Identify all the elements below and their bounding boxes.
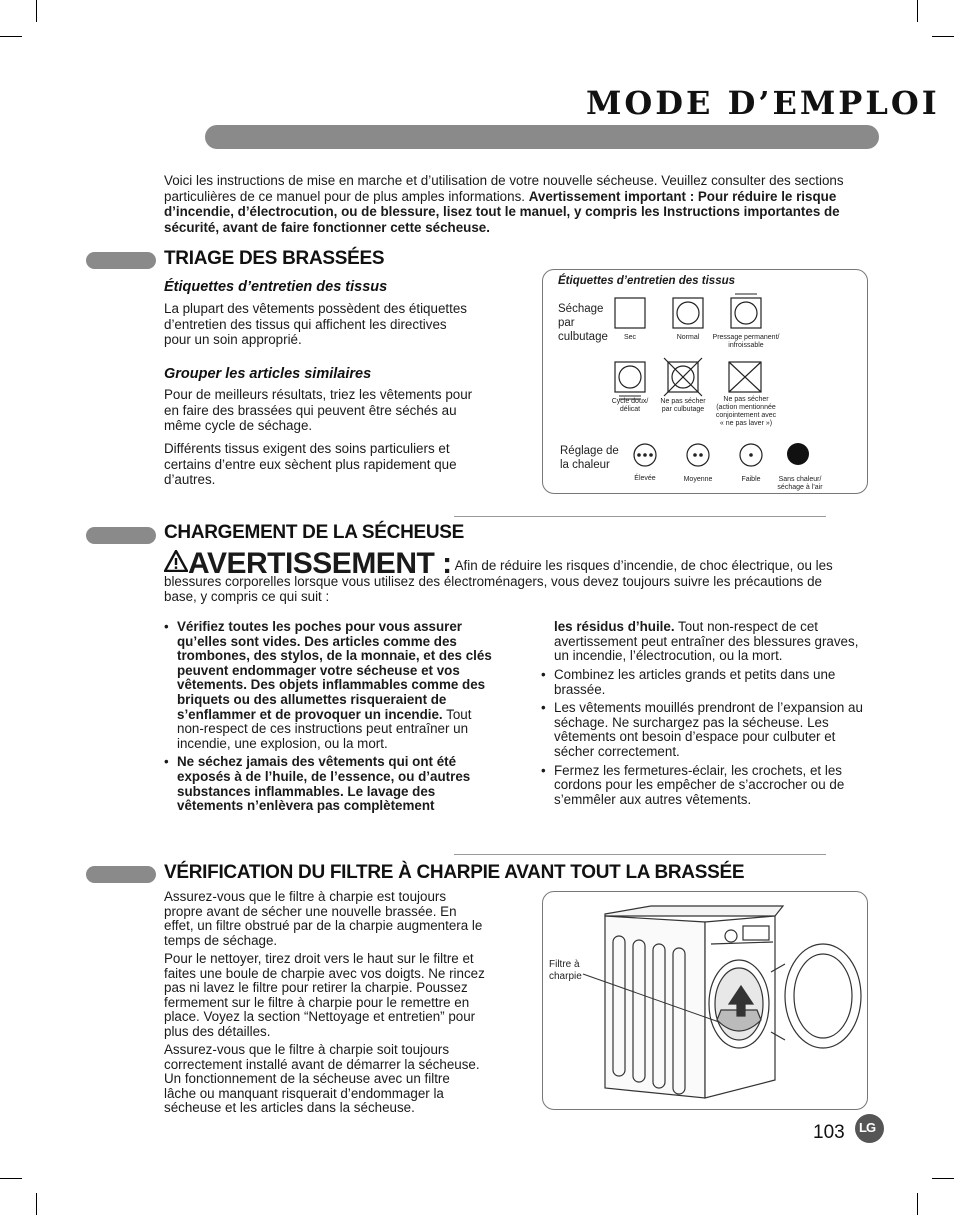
crop-mark: [917, 0, 918, 22]
section-heading-sorting: TRIAGE DES BRASSÉES: [164, 248, 385, 269]
care-box-title: Étiquettes d’entretien des tissus: [558, 275, 736, 287]
label-medium: Moyenne: [683, 476, 713, 483]
no-heat-icon: [787, 443, 809, 465]
lg-logo: [855, 1114, 884, 1143]
dryer-illustration: [543, 892, 869, 1111]
bullet-continuation: [554, 620, 864, 664]
divider: [454, 516, 826, 517]
crop-mark: [36, 0, 37, 22]
dryer-figure-box: [542, 891, 868, 1110]
section-marker: [86, 866, 156, 883]
divider: [454, 854, 826, 855]
paragraph-lint-1: Assurez-vous que le filtre à charpie est toujours propre avant de sécher une nouvelle brassée. En effet, un filtre obstrué par de la charpie augmentera le temps de séchage.: [164, 889, 483, 948]
bullet-bold: Vérifiez toutes les poches pour vous assurer qu’elles sont vides. Des articles comme des trombones, des stylos, de la monnaie, et des clés peuvent endommager votre sécheuse et vos vêtements. Des objets inflammables comme des briquets ou des allumettes risqueraient de s’enflammer et de provoquer un incendie.: [177, 619, 492, 722]
dry-icon: [615, 298, 645, 328]
section-marker: [86, 527, 156, 544]
page-number: 103: [813, 1122, 845, 1143]
paragraph-fabrics: Différents tissus exigent des soins particuliers et certains d’entre eux sèchent plus rapidement que d’autres.: [164, 441, 457, 488]
bullet-bold: Ne séchez jamais des vêtements qui ont été exposés à de l’huile, de l’essence, ou d’autres substances inflammables. Le lavage des vêtements n’enlèvera pas complètement: [177, 754, 471, 814]
label-no-tumble-dry: Ne pas sécher par culbutage: [660, 398, 706, 413]
label-do-not-dry: Ne pas sécher (action mentionnée conjointement avec « ne pas laver »): [715, 396, 777, 427]
intro-text: Voici les instructions de mise en marche et d’utilisation de votre nouvelle sécheuse. Veuillez consulter des sections particulières de ce manuel pour de plus amples informations.: [164, 173, 844, 204]
section-marker: [86, 252, 156, 269]
page-title: MODE D’EMPLOI: [586, 84, 940, 122]
no-tumble-dry-icon: [664, 358, 702, 396]
header-bar: [205, 125, 879, 149]
crop-mark: [0, 36, 22, 37]
list-item: • Les vêtements mouillés prendront de l’expansion au séchage. Ne surchargez pas la sécheuse. Les vêtements ont besoin d’espace pour culbuter et sécher correctement.: [541, 701, 871, 759]
section-heading-loading: CHARGEMENT DE LA SÉCHEUSE: [164, 522, 465, 543]
crop-mark: [0, 1178, 22, 1179]
bullet-text: Tout non-respect de cet avertissement peut entraîner des blessures graves, un incendie, l’électrocution, ou la mort.: [554, 619, 859, 664]
care-symbols-box: [542, 269, 868, 494]
list-item: [164, 620, 492, 751]
subheading-group-items: Grouper les articles similaires: [164, 366, 372, 382]
list-item: • Combinez les articles grands et petits dans une brassée.: [541, 668, 871, 697]
list-item: • Fermez les fermetures-éclair, les crochets, et les cordons pour les empêcher de s’accrocher ou de s’emmêler aux autres vêtements.: [541, 764, 871, 808]
paragraph-lint-3: Assurez-vous que le filtre à charpie soit toujours correctement installé avant de démarrer la sécheuse. Un fonctionnement de la sécheuse avec un filtre lâche ou manquant risquerait d’endommager la sécheuse et les articles dans la sécheuse.: [164, 1042, 480, 1116]
heat-high-icon: [634, 444, 656, 466]
label-no-heat: Sans chaleur/ séchage à l’air: [777, 476, 823, 491]
crop-mark: [932, 36, 954, 37]
bullet-list-left: [164, 620, 492, 818]
list-item: [164, 755, 492, 813]
normal-dry-icon: [673, 298, 703, 328]
paragraph-group-items: Pour de meilleurs résultats, triez les vêtements pour en faire des brassées qui peuvent être séchés au même cycle de séchage.: [164, 387, 473, 434]
crop-mark: [917, 1193, 918, 1215]
subheading-care-labels: Étiquettes d’entretien des tissus: [164, 279, 388, 295]
label-low: Faible: [741, 476, 761, 483]
lint-filter-label: Filtre à charpie: [549, 959, 582, 982]
warning-triangle-icon: [164, 550, 188, 572]
intro-warning: Avertissement important : Pour réduire le risque d’incendie, d’électrocution, ou de blessure, lisez tout le manuel, y compris les Instructions importantes de sécurité, avant de faire fonctionner cette sécheuse.: [164, 188, 840, 235]
label-permanent-press: Pressage permanent/ infroissable: [712, 334, 780, 349]
section-heading-lint-filter: VÉRIFICATION DU FILTRE À CHARPIE AVANT TOUT LA BRASSÉE: [164, 862, 745, 883]
permanent-press-icon: [731, 294, 761, 328]
label-dry: Sec: [623, 334, 637, 341]
intro-paragraph: [164, 173, 864, 235]
heat-medium-icon: [687, 444, 709, 466]
bullet-bold: les résidus d’huile.: [554, 619, 675, 634]
tumble-dry-label: Séchage par culbutage: [558, 303, 608, 343]
heat-low-icon: [740, 444, 762, 466]
warning-text: Afin de réduire les risques d’incendie, de choc électrique, ou les blessures corporelles lorsque vous utilisez des électroménagers, vous devez toujours suivre les précautions de base, y compris ce qui suit :: [164, 558, 833, 605]
dryer-icon: [605, 906, 861, 1098]
paragraph-care-labels: La plupart des vêtements possèdent des étiquettes d’entretien des tissus qui affichent les directives pour un soin approprié.: [164, 301, 467, 348]
do-not-dry-icon: [729, 362, 761, 392]
label-high: Élevée: [634, 475, 656, 482]
heat-setting-label: Réglage de la chaleur: [560, 445, 619, 471]
delicate-dry-icon: [615, 362, 645, 399]
label-normal: Normal: [676, 334, 700, 341]
lg-logo-text: LG: [859, 1120, 876, 1135]
warning-word: AVERTISSEMENT :: [188, 547, 452, 580]
crop-mark: [36, 1193, 37, 1215]
warning-block: [164, 547, 854, 605]
crop-mark: [932, 1178, 954, 1179]
bullet-text: Tout non-respect de ces instructions peut entraîner un incendie, une explosion, ou la mort.: [177, 706, 472, 751]
bullet-list-right: [541, 668, 871, 811]
label-delicate: Cycle doux/ délicat: [611, 398, 649, 413]
paragraph-lint-2: Pour le nettoyer, tirez droit vers le haut sur le filtre et faites une boule de charpie avec vos doigts. Ne rincez pas ni lavez le filtre pour retirer la charpie. Poussez fermement sur le filtre à charpie pour le remettre en place. Voyez la section “Nettoyage et entretien” pour plus des détailles.: [164, 951, 485, 1039]
